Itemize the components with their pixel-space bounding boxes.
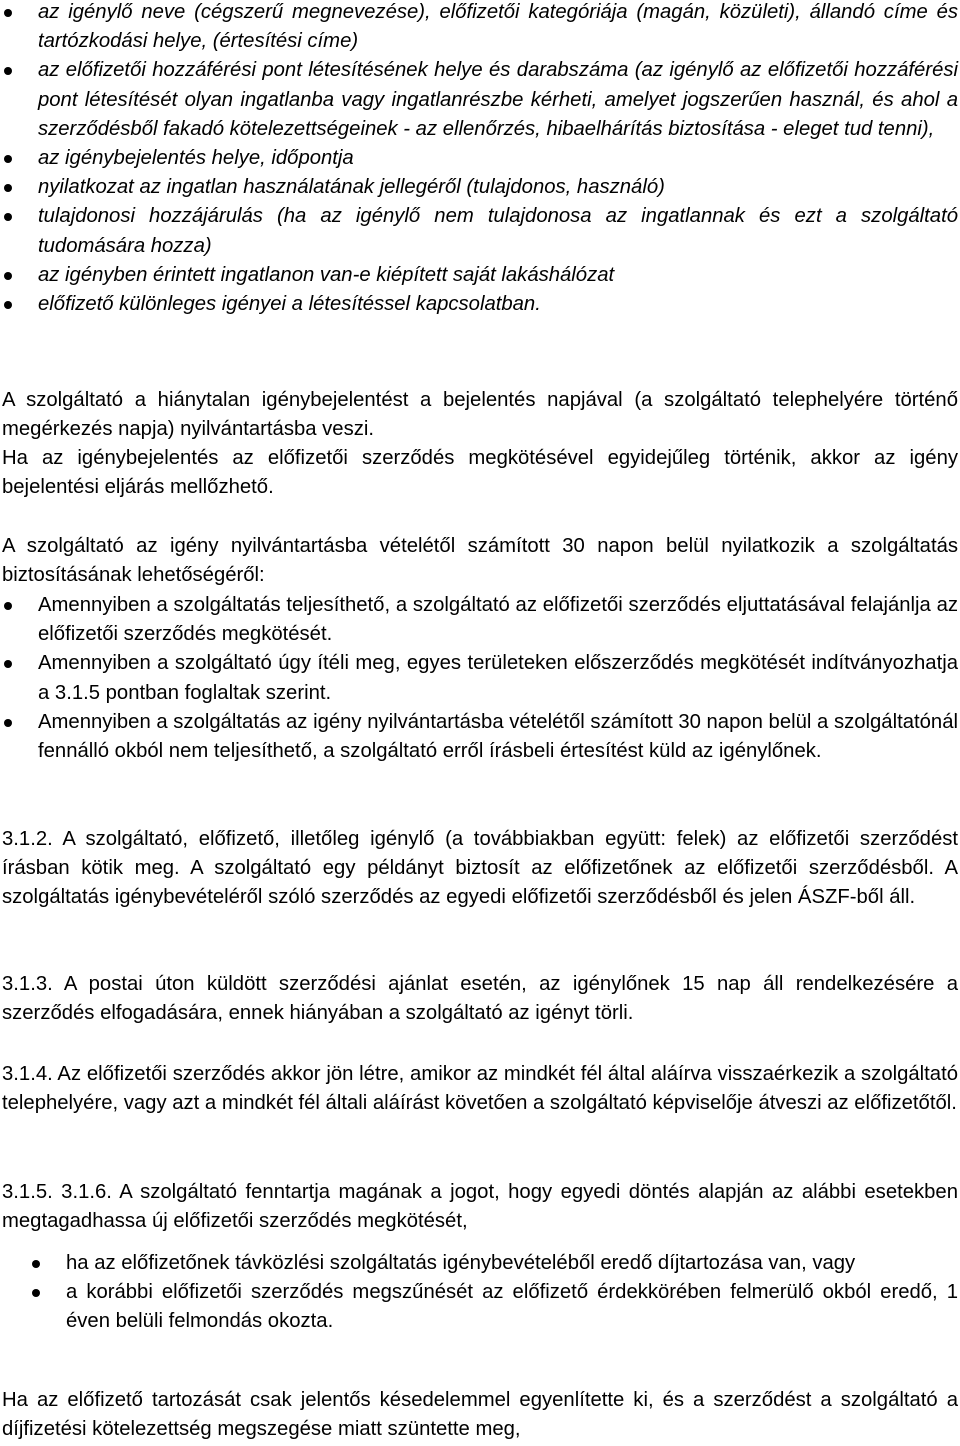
bullet-icon (4, 184, 12, 192)
section-3-1-2: 3.1.2. A szolgáltató, előfizető, illetőleg igénylő (a továbbiakban együtt: felek) az előfizetői szerződést írásban kötik meg. A szolgáltató egy példányt biztosít az előfizetőnek az előfizetői szerződésből. A szolgáltatás igénybevételéről szóló szerződés az egyedi előfizetői szerződésből és jelen ÁSZF-ből áll. (2, 828, 958, 909)
list-item: nyilatkozat az ingatlan használatának jellegéről (tulajdonos, használó) (0, 173, 958, 202)
requirements-list (0, 0, 958, 319)
list-item: ha az előfizetőnek távközlési szolgáltatás igénybevételéből eredő díjtartozása van, vagy (0, 1249, 958, 1278)
list-item: az igénylő neve (cégszerű megnevezése), előfizetői kategóriája (magán, közületi), állandó címe és tartózkodási helye, (értesítési címe) (0, 0, 958, 56)
bullet-icon (4, 719, 12, 727)
list-item: Amennyiben a szolgáltató úgy ítéli meg, egyes területeken előszerződés megkötését indítványozhatja a 3.1.5 pontban foglaltak szerint. (0, 649, 958, 707)
section-3-1-4: 3.1.4. Az előfizetői szerződés akkor jön létre, amikor az mindkét fél által aláírva visszaérkezik a szolgáltató telephelyére, vagy azt a mindkét fél általi aláírást követően a szolgáltató képviselője átveszi az előfizetőtől. (2, 1063, 958, 1115)
late-payment-paragraph: Ha az előfizető tartozását csak jelentős késedelemmel egyenlítette ki, és a szerződést a szolgáltató a díjfizetési kötelezettség megszegése miatt szüntette meg, (2, 1389, 958, 1441)
response-paragraph: A szolgáltató az igény nyilvántartásba vételétől számított 30 napon belül nyilatkozik a szolgáltatás biztosításának lehetőségéről: (2, 535, 958, 587)
bullet-icon (4, 602, 12, 610)
registration-paragraph: A szolgáltató a hiánytalan igénybejelentést a bejelentés napjával (a szolgáltató telephelyére történő megérkezés napja) nyilvántartásba veszi. (2, 389, 958, 441)
bullet-icon (4, 272, 12, 280)
bullet-icon (32, 1289, 40, 1297)
bullet-icon (4, 9, 12, 17)
section-3-1-3: 3.1.3. A postai úton küldött szerződési ajánlat esetén, az igénylőnek 15 nap áll rendelkezésére a szerződés elfogadására, ennek hiányában a szolgáltató az igényt törli. (2, 973, 958, 1025)
bullet-icon (4, 301, 12, 309)
bullet-icon (4, 660, 12, 668)
list-item: az előfizetői hozzáférési pont létesítésének helye és darabszáma (az igénylő az előfizetői hozzáférési pont létesítését olyan ingatlanba vagy ingatlanrészbe kérheti, amelyet jogszerűen használ, és ahol a szerződésből fakadó kötelezettségeinek - az ellenőrzés, hibaelhárítás biztosítása - eleget tud tenni), (0, 56, 958, 144)
list-item: Amennyiben a szolgáltatás az igény nyilvántartásba vételétől számított 30 napon belül a szolgáltatónál fennálló okból nem teljesíthető, a szolgáltató erről írásbeli értesítést küld az igénylőnek. (0, 708, 958, 766)
response-list (0, 591, 958, 766)
list-item: az igényben érintett ingatlanon van-e kiépített saját lakáshálózat (0, 261, 958, 290)
bullet-icon (32, 1260, 40, 1268)
list-item: Amennyiben a szolgáltatás teljesíthető, a szolgáltató az előfizetői szerződés eljuttatásával felajánlja az előfizetői szerződés megkötését. (0, 591, 958, 649)
bullet-icon (4, 155, 12, 163)
list-item: az igénybejelentés helye, időpontja (0, 144, 958, 173)
registration-exception-paragraph: Ha az igénybejelentés az előfizetői szerződés megkötésével egyidejűleg történik, akkor az igény bejelentési eljárás mellőzhető. (2, 447, 958, 499)
bullet-icon (4, 67, 12, 75)
list-item: előfizető különleges igényei a létesítéssel kapcsolatban. (0, 290, 958, 319)
refusal-cases-list (0, 1249, 958, 1337)
bullet-icon (4, 213, 12, 221)
list-item: tulajdonosi hozzájárulás (ha az igénylő nem tulajdonosa az ingatlannak és ezt a szolgáltató tudomására hozza) (0, 202, 958, 260)
section-3-1-5: 3.1.5. 3.1.6. A szolgáltató fenntartja magának a jogot, hogy egyedi döntés alapján az alábbi esetekben megtagadhassa új előfizetői szerződés megkötését, (2, 1181, 958, 1233)
list-item: a korábbi előfizetői szerződés megszűnését az előfizető érdekkörében felmerülő okból eredő, 1 éven belüli felmondás okozta. (0, 1278, 958, 1336)
